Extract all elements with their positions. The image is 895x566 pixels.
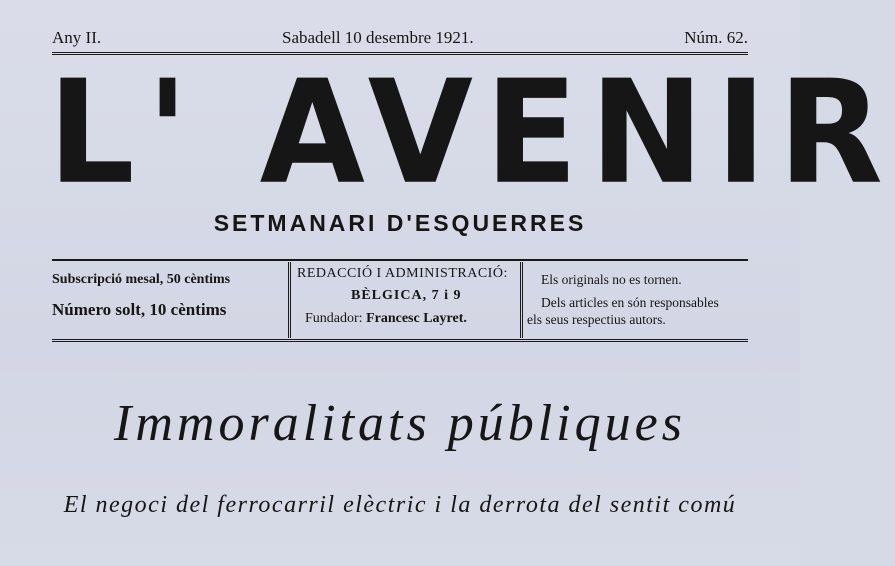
note-originals: Els originals no es tornen. — [541, 272, 682, 287]
founder-label: Fundador: — [305, 311, 363, 326]
year-label: Any II. — [52, 28, 102, 47]
note-authors: els seus respectius autors. — [527, 312, 666, 327]
note-responsible: Dels articles en són responsables — [541, 295, 719, 310]
founder-name: Francesc Layret. — [366, 311, 467, 326]
header-line — [52, 28, 748, 50]
issue-number: Núm. 62. — [684, 28, 748, 47]
founder-line — [305, 311, 467, 327]
notes-column — [520, 262, 803, 338]
office-address: BÈLGICA, 7 i 9 — [351, 288, 462, 303]
masthead-title: L' AVENIR — [48, 50, 895, 217]
single-issue-price: Número solt, 10 cèntims — [52, 300, 227, 319]
info-bottom-divider — [52, 339, 748, 342]
office-column — [288, 262, 515, 338]
issue-date: Sabadell 10 desembre 1921. — [282, 28, 474, 47]
article-subheadline: El negoci del ferrocarril elèctric i la derrota del sentit comú — [63, 492, 737, 518]
subscription-price: Subscripció mesal, 50 cèntims — [52, 272, 231, 287]
masthead-subtitle: SETMANARI D'ESQUERRES — [213, 210, 587, 236]
subscription-column — [52, 262, 278, 338]
office-title: REDACCIÓ I ADMINISTRACIÓ: — [297, 266, 508, 281]
article-headline: Immoralitats públiques — [114, 395, 686, 452]
info-box — [52, 262, 748, 338]
info-top-divider — [52, 259, 748, 261]
